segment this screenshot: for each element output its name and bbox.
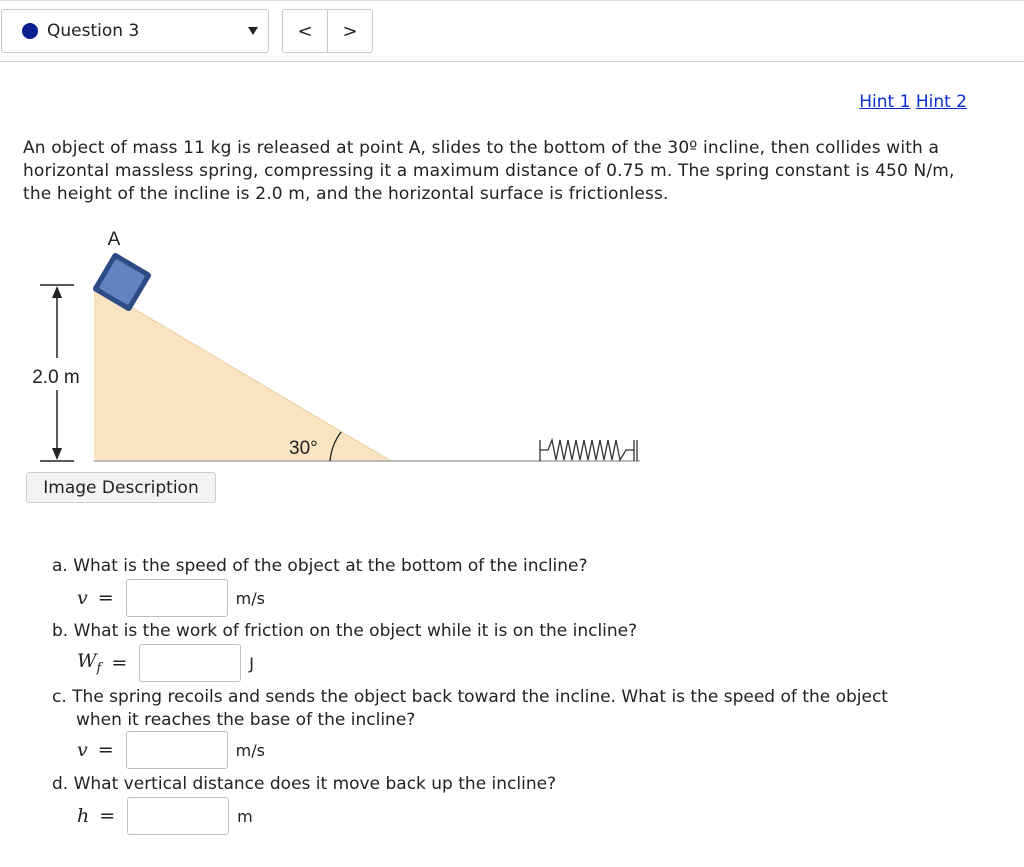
variable-h: h: [77, 805, 90, 827]
variable-v: v: [77, 739, 88, 761]
unit-label: m/s: [235, 588, 265, 608]
point-a-label: A: [107, 229, 121, 250]
next-question-button[interactable]: >: [342, 20, 358, 42]
height-label: 2.0 m: [32, 367, 80, 388]
answer-row-c: [77, 731, 265, 769]
question-a-text: a. What is the speed of the object at the bottom of the incline?: [52, 556, 588, 576]
answer-input-d[interactable]: [127, 797, 229, 835]
hint-2-link[interactable]: Hint 2: [915, 92, 967, 112]
question-c-text: [52, 686, 888, 732]
variable-w: [77, 650, 101, 676]
angle-label: 30°: [289, 438, 318, 459]
status-dot-icon: [22, 23, 38, 39]
unit-label: J: [249, 653, 254, 673]
question-selector[interactable]: [1, 9, 269, 53]
arrow-up-icon: [52, 286, 62, 298]
equals-sign: =: [97, 587, 114, 609]
equals-sign: =: [97, 739, 114, 761]
caret-down-icon: [248, 27, 258, 35]
arrow-down-icon: [52, 448, 62, 460]
answer-input-b[interactable]: [139, 644, 241, 682]
header-divider: [0, 61, 1024, 62]
top-border: [0, 0, 1024, 1]
problem-line: An object of mass 11 kg is released at point A, slides to the bottom of the 30º incline, then collides with a: [23, 138, 940, 158]
variable-w-main: W: [77, 650, 97, 673]
answer-row-b: [77, 644, 254, 682]
incline-diagram: [0, 222, 700, 472]
image-description-button[interactable]: Image Description: [26, 472, 216, 503]
hint-1-link[interactable]: Hint 1: [859, 92, 911, 112]
question-d-text: d. What vertical distance does it move back up the incline?: [52, 774, 557, 794]
question-nav: [282, 9, 373, 53]
question-b-text: b. What is the work of friction on the object while it is on the incline?: [52, 621, 638, 641]
answer-row-a: [77, 579, 265, 617]
variable-v: v: [77, 587, 88, 609]
spring-icon: [540, 440, 637, 461]
problem-line: the height of the incline is 2.0 m, and the horizontal surface is frictionless.: [23, 184, 669, 204]
unit-label: m: [237, 806, 253, 826]
equals-sign: =: [111, 652, 128, 674]
answer-row-d: [77, 797, 253, 835]
prev-question-button[interactable]: <: [283, 10, 328, 52]
hints: [859, 92, 967, 112]
problem-line: horizontal massless spring, compressing it a maximum distance of 0.75 m. The spring constant is 450 N/m,: [23, 161, 955, 181]
unit-label: m/s: [235, 740, 265, 760]
problem-statement: [23, 137, 973, 206]
incline-figure: [0, 222, 700, 476]
variable-w-sub: f: [96, 660, 102, 676]
question-c-line1: c. The spring recoils and sends the object back toward the incline. What is the speed of the object: [52, 687, 888, 707]
question-c-line2: when it reaches the base of the incline?: [76, 710, 416, 730]
question-selector-label: Question 3: [47, 21, 140, 41]
equals-sign: =: [99, 805, 116, 827]
answer-input-a[interactable]: [126, 579, 228, 617]
answer-input-c[interactable]: [126, 731, 228, 769]
